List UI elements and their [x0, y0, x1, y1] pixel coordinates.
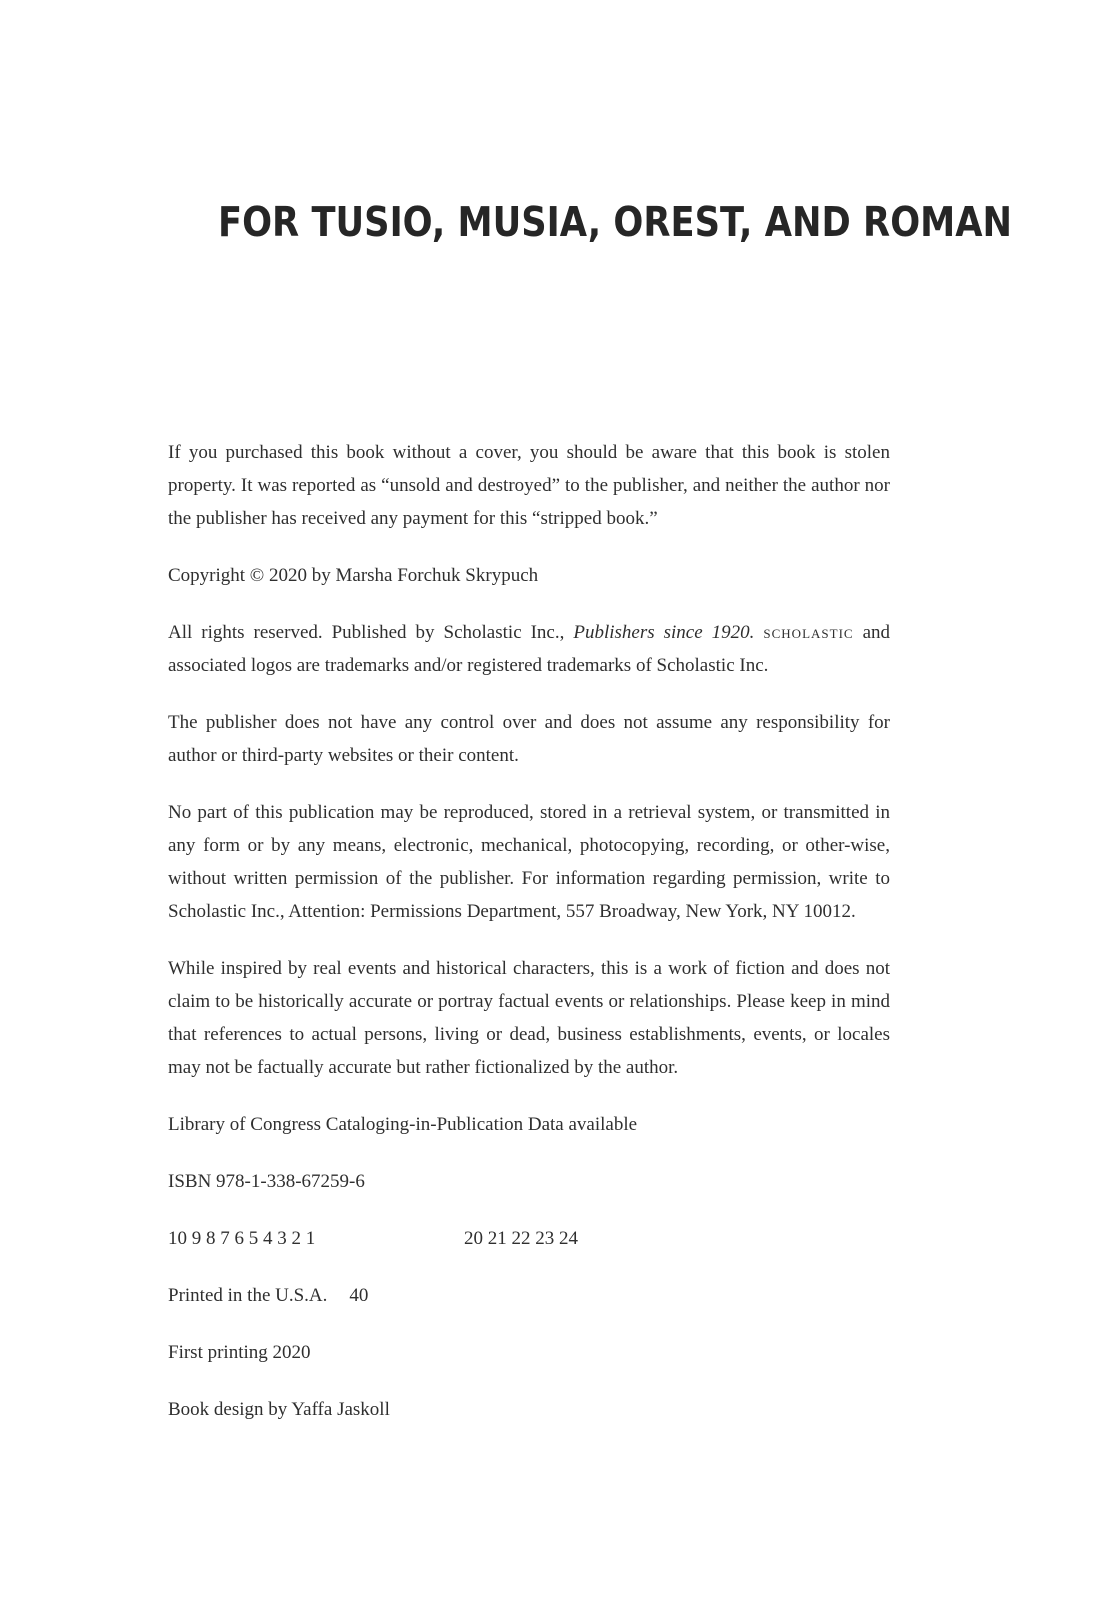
rights-reserved-paragraph — [168, 616, 890, 682]
permissions-notice: No part of this publication may be reproduced, stored in a retrieval system, or transmitted in any form or by any means, electronic, mechanical, photocopying, recording, or other-wise, without written permission of the publisher. For information regarding permission, write to Scholastic Inc., Attention: Permissions Department, 557 Broadway, New York, NY 10012. — [168, 802, 890, 922]
responsibility-notice: The publisher does not have any control over and does not assume any responsibility for author or third-party websites or their content. — [168, 712, 890, 766]
rights-text-start: All rights reserved. Published by Scholastic Inc., — [168, 622, 574, 643]
isbn-line: ISBN 978-1-338-67259-6 — [168, 1171, 365, 1192]
printing-years: 20 21 22 23 24 — [464, 1228, 578, 1249]
publisher-tagline: Publishers since 1920. — [573, 622, 755, 643]
fiction-disclaimer: While inspired by real events and historical characters, this is a work of fiction and does not claim to be historically accurate or portray factual events or relationships. Please keep in mind that references to actual persons, living or dead, business establishments, events, or locales may not be factually accurate but rather fictionalized by the author. — [168, 958, 890, 1078]
copyright-page — [168, 436, 890, 1450]
printed-in-line — [168, 1279, 890, 1312]
first-printing-line: First printing 2020 — [168, 1342, 311, 1363]
copyright-line: Copyright © 2020 by Marsha Forchuk Skrypuch — [168, 565, 539, 586]
printer-code: 40 — [349, 1285, 369, 1306]
stripped-book-notice: If you purchased this book without a cover, you should be aware that this book is stolen property. It was reported as “unsold and destroyed” to the publisher, and neither the author nor the publisher has received any payment for this “stripped book.” — [168, 442, 890, 529]
printing-numbers: 10 9 8 7 6 5 4 3 2 1 — [168, 1228, 316, 1249]
rights-text-end: and associated logos are trademarks and/or registered trademarks of Scholastic Inc. — [168, 622, 890, 676]
scholastic-trademark: scholastic — [763, 622, 854, 643]
printed-in-text: Printed in the U.S.A. — [168, 1285, 328, 1306]
cip-line: Library of Congress Cataloging-in-Publication Data available — [168, 1114, 638, 1135]
dedication-heading: FOR TUSIO, MUSIA, OREST, AND ROMAN — [218, 198, 1013, 246]
printing-number-line — [168, 1222, 890, 1255]
book-design-credit: Book design by Yaffa Jaskoll — [168, 1399, 390, 1420]
